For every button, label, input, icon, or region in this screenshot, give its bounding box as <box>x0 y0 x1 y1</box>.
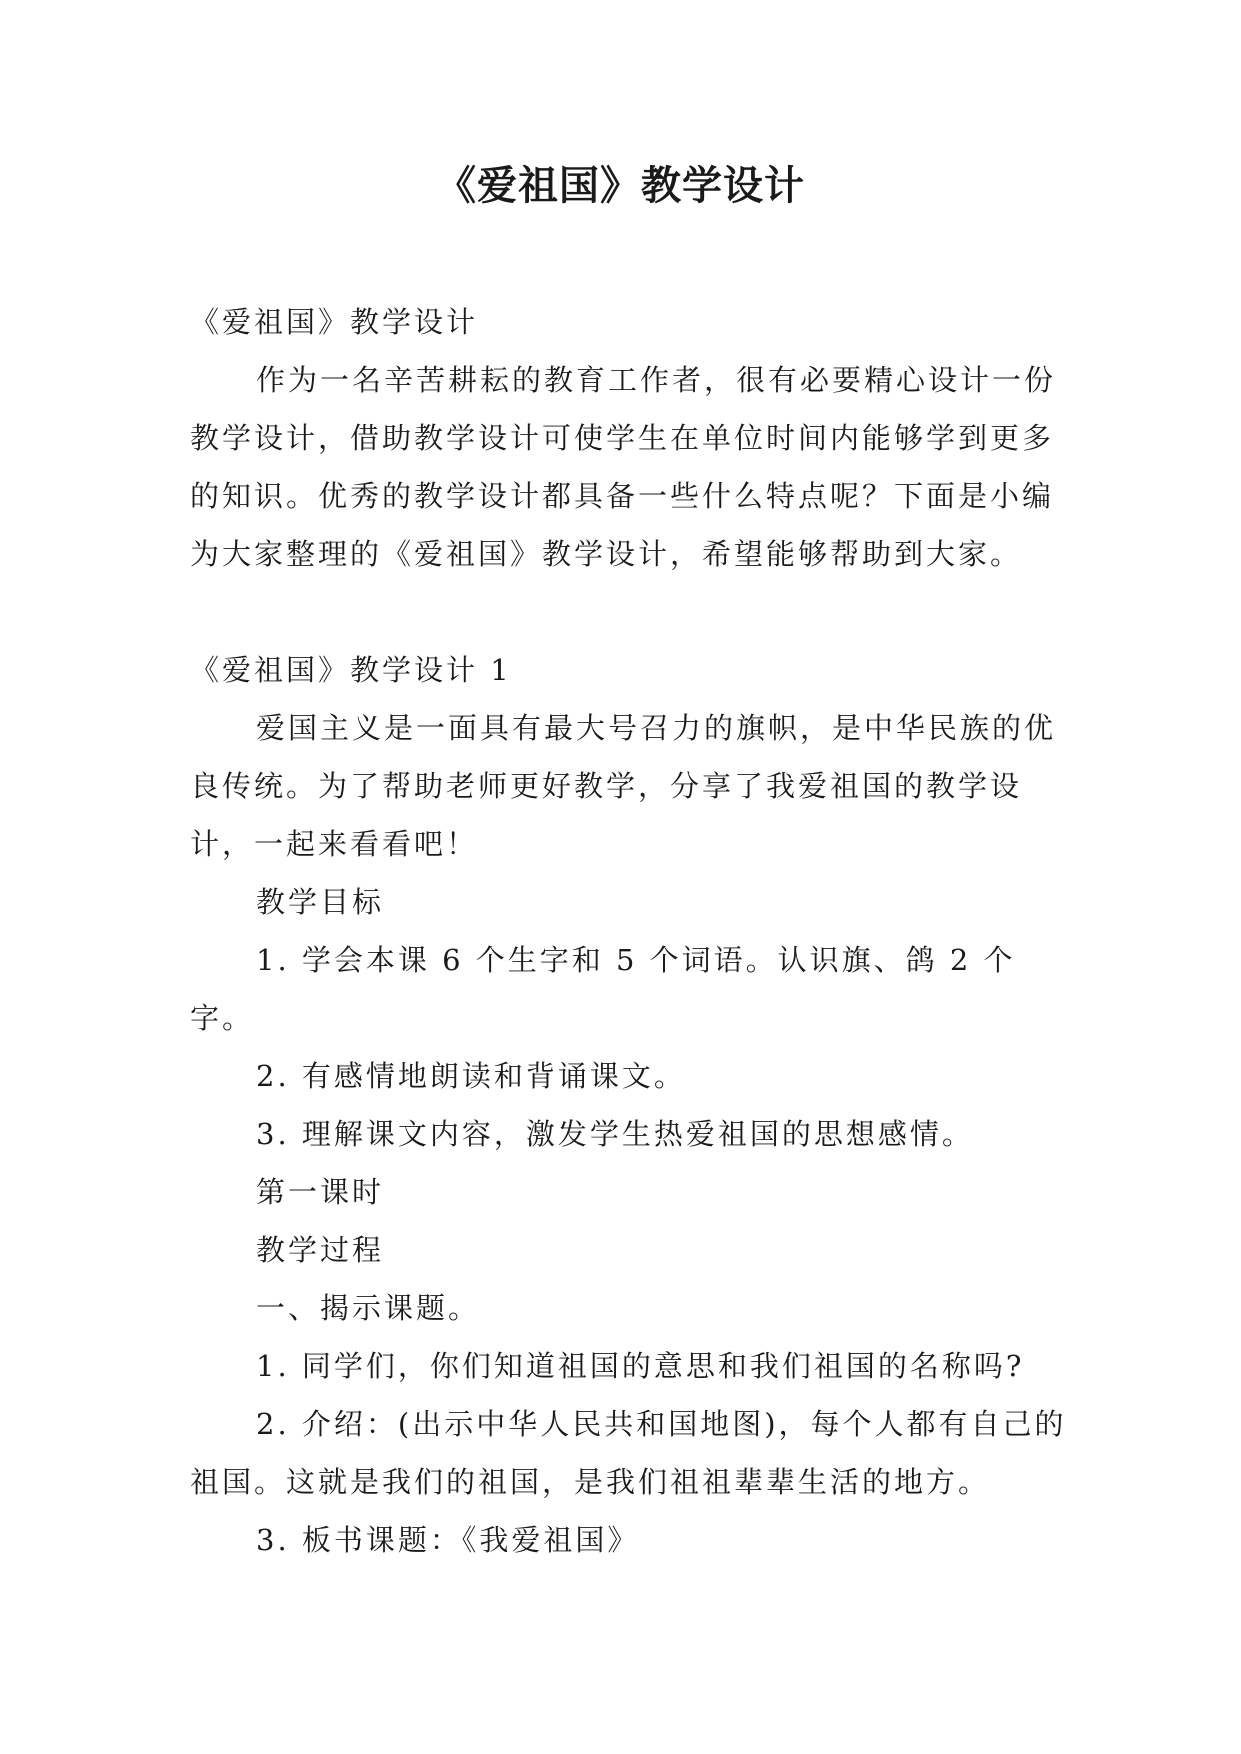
intro-paragraph: 作为一名辛苦耕耘的教育工作者，很有必要精心设计一份教学设计，借助教学设计可使学生在单位时间内能够学到更多的知识。优秀的教学设计都具备一些什么特点呢？下面是小编为大家整理的《爱祖国》教学设计，希望能够帮助到大家。 <box>190 363 1057 571</box>
goal-item: 1. 学会本课 6 个生字和 5 个词语。认识旗、鸽 2 个字。 <box>190 943 1016 1035</box>
section-heading: 《爱祖国》教学设计 1 <box>190 653 512 687</box>
document-body <box>190 293 1070 1569</box>
goal-item: 2. 有感情地朗读和背诵课文。 <box>256 1059 686 1093</box>
step-item: 2. 介绍：(出示中华人民共和国地图)，每个人都有自己的祖国。这就是我们的祖国，是我们祖祖辈辈生活的地方。 <box>190 1407 1067 1499</box>
goal-item: 3. 理解课文内容，激发学生热爱祖国的思想感情。 <box>256 1117 974 1151</box>
intro-heading: 《爱祖国》教学设计 <box>190 305 479 339</box>
paragraph-spacer <box>190 583 1070 641</box>
teaching-goals-heading: 教学目标 <box>256 885 385 919</box>
lesson-period-heading: 第一课时 <box>256 1175 385 1209</box>
step-item: 3. 板书课题：《我爱祖国》 <box>256 1523 640 1557</box>
section-intro-paragraph: 爱国主义是一面具有最大号召力的旗帜，是中华民族的优良传统。为了帮助老师更好教学，分享了我爱祖国的教学设计，一起来看看吧！ <box>190 711 1057 861</box>
teaching-process-heading: 教学过程 <box>256 1233 385 1267</box>
document-title: 《爱祖国》教学设计 <box>436 163 805 209</box>
step-item: 1. 同学们，你们知道祖国的意思和我们祖国的名称吗? <box>256 1349 1025 1383</box>
step-heading: 一、揭示课题。 <box>256 1291 481 1325</box>
